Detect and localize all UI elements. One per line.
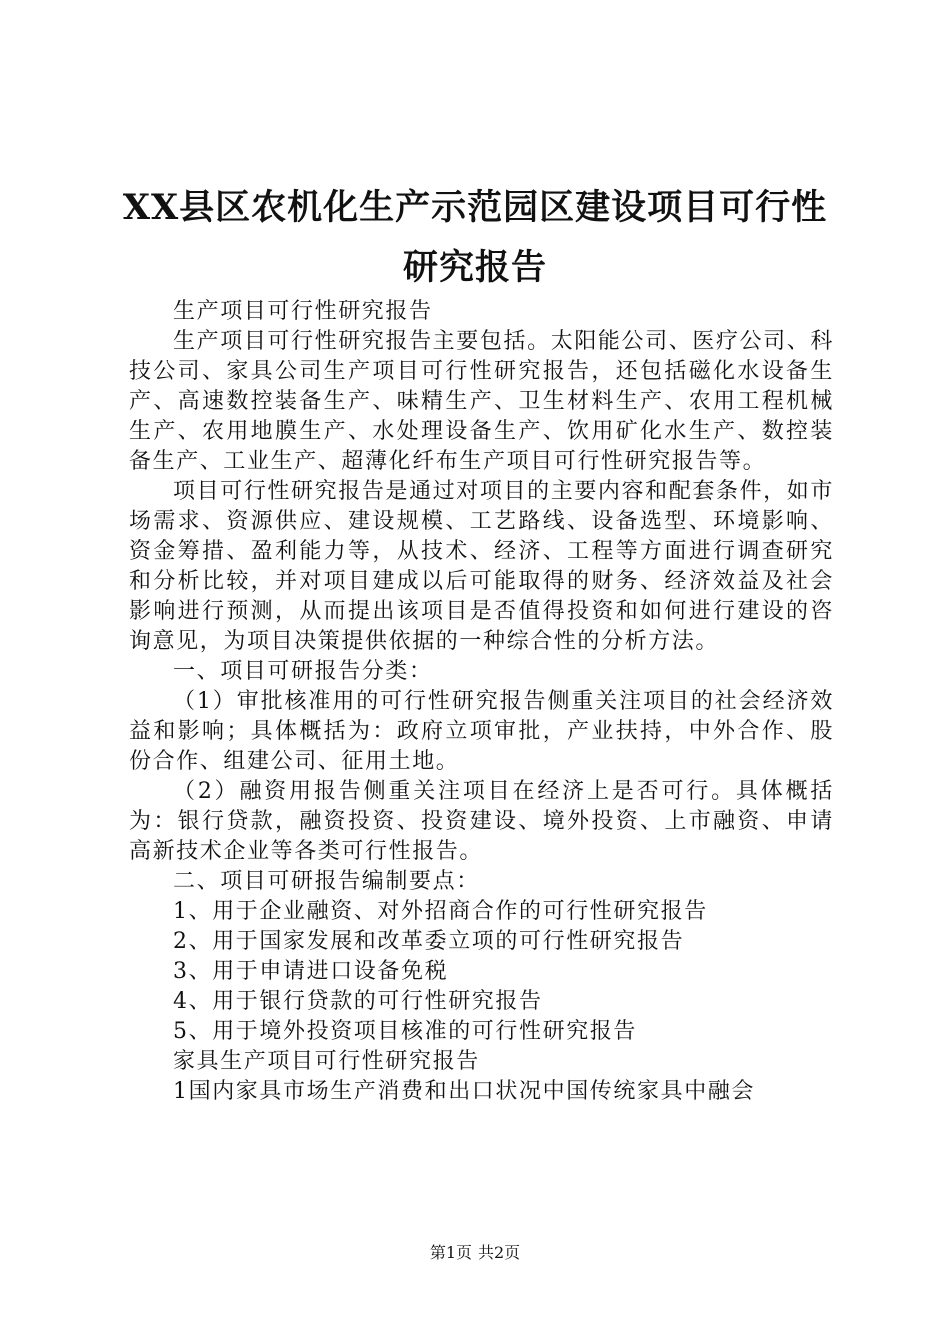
paragraph: 生产项目可行性研究报告主要包括。太阳能公司、医疗公司、科技公司、家具公司生产项目可行性研究报告，还包括磁化水设备生产、高速数控装备生产、味精生产、卫生材料生产、农用工程机械生产、农用地膜生产、水处理设备生产、饮用矿化水生产、数控装备生产、工业生产、超薄化纤布生产项目可行性研究报告等。	[129, 329, 834, 474]
paragraph: （2）融资用报告侧重关注项目在经济上是否可行。具体概括为：银行贷款，融资投资、投资建设、境外投资、上市融资、申请高新技术企业等各类可行性报告。	[129, 779, 834, 864]
page-footer	[0, 1243, 950, 1263]
paragraph-heading: 家具生产项目可行性研究报告	[173, 1049, 480, 1074]
document-title-line-2: 研究报告	[402, 247, 547, 288]
list-item: 3、用于申请进口设备免税	[173, 959, 449, 984]
document-title-line-1: XX县区农机化生产示范园区建设项目可行性	[122, 187, 828, 228]
page-number: 第1页	[429, 1243, 472, 1262]
document-body	[129, 297, 834, 1107]
list-item: 1、用于企业融资、对外招商合作的可行性研究报告	[173, 899, 708, 924]
section-heading: 一、项目可研报告分类：	[173, 659, 433, 684]
paragraph-heading: 生产项目可行性研究报告	[173, 299, 433, 324]
list-item: 2、用于国家发展和改革委立项的可行性研究报告	[173, 929, 685, 954]
section-heading: 二、项目可研报告编制要点：	[173, 869, 480, 894]
paragraph: 1国内家具市场生产消费和出口状况中国传统家具中融会	[173, 1079, 755, 1104]
paragraph: 项目可行性研究报告是通过对项目的主要内容和配套条件，如市场需求、资源供应、建设规模、工艺路线、设备选型、环境影响、资金筹措、盈利能力等，从技术、经济、工程等方面进行调查研究和分析比较，并对项目建成以后可能取得的财务、经济效益及社会影响进行预测，从而提出该项目是否值得投资和如何进行建设的咨询意见，为项目决策提供依据的一种综合性的分析方法。	[129, 479, 834, 654]
list-item: 5、用于境外投资项目核准的可行性研究报告	[173, 1019, 637, 1044]
list-item: 4、用于银行贷款的可行性研究报告	[173, 989, 543, 1014]
paragraph: （1）审批核准用的可行性研究报告侧重关注项目的社会经济效益和影响；具体概括为：政府立项审批，产业扶持，中外合作、股份合作、组建公司、征用土地。	[129, 689, 834, 774]
page-total: 共2页	[478, 1243, 521, 1262]
